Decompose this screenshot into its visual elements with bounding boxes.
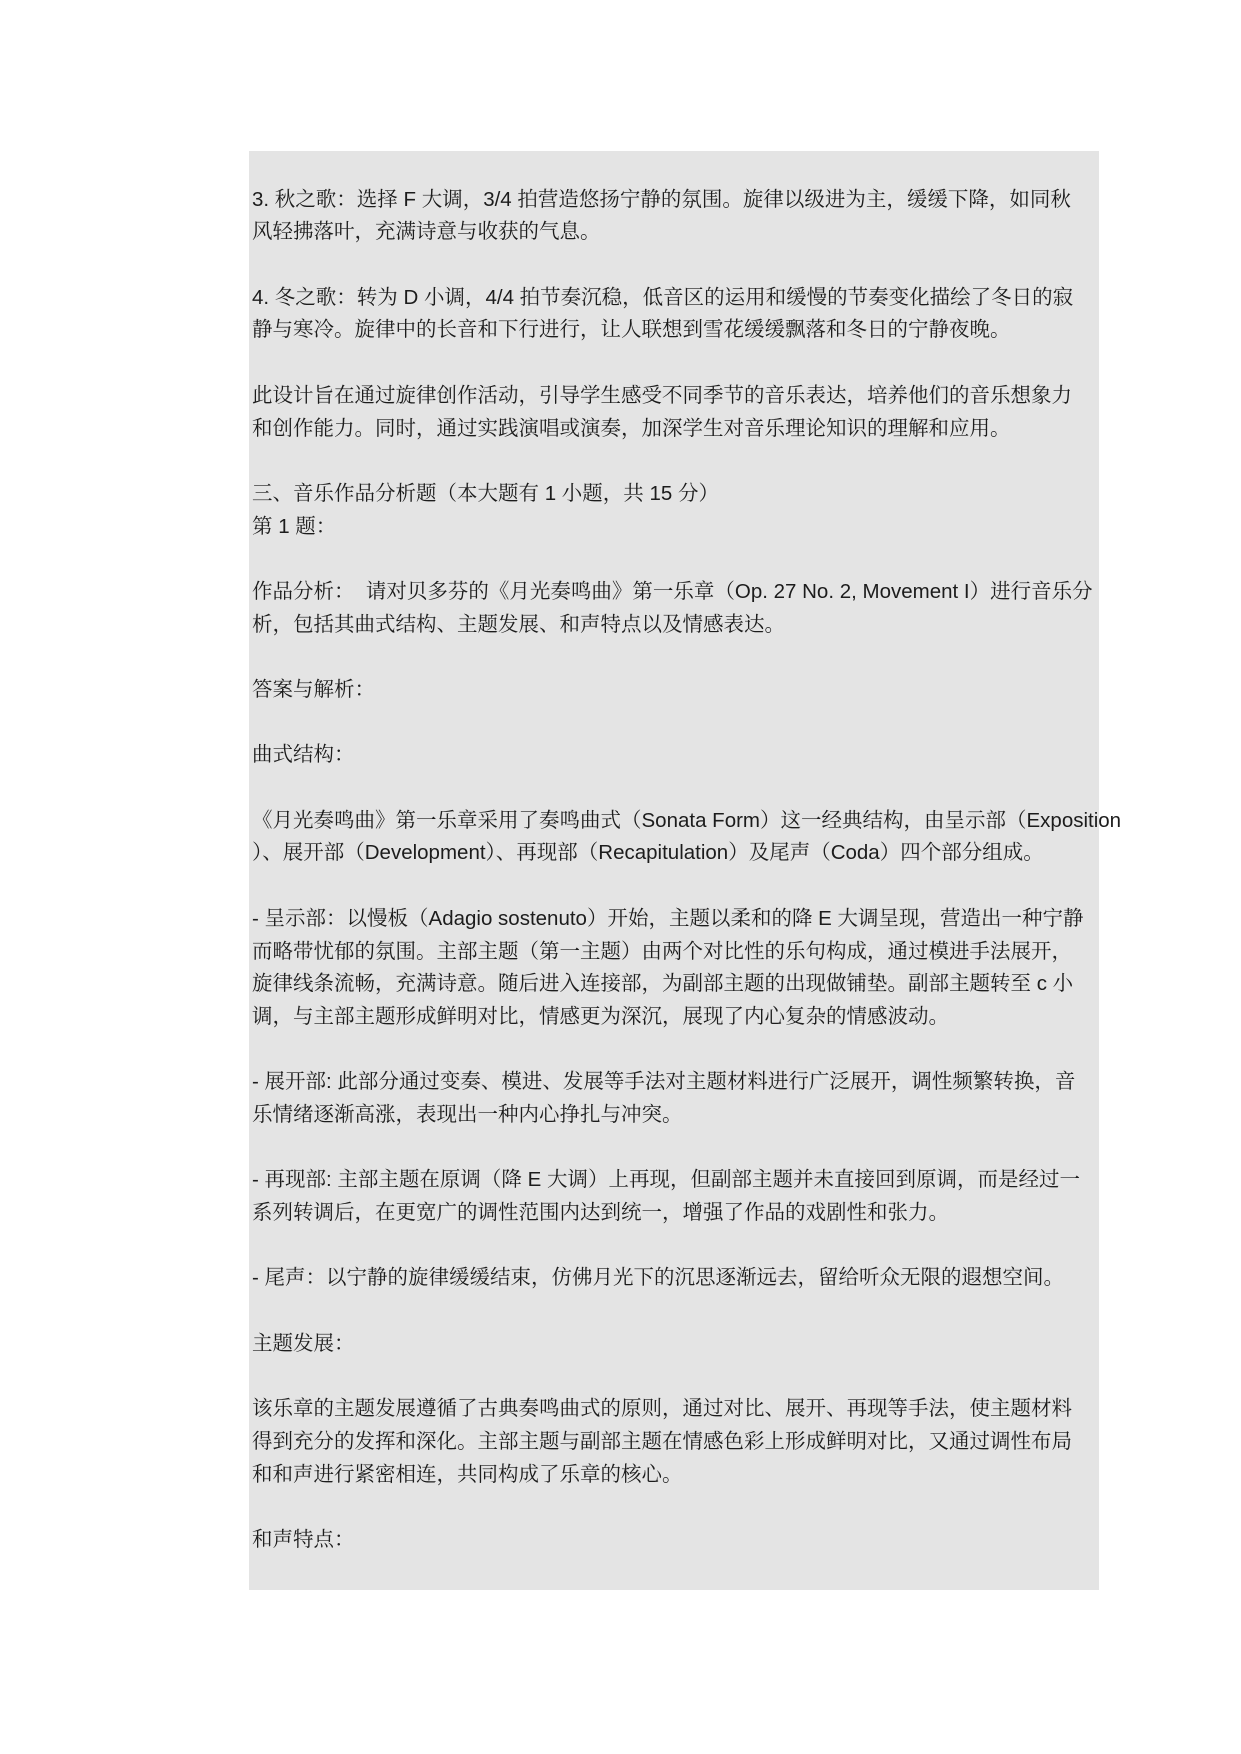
text-line: - 再现部: 主部主题在原调（降 E 大调）上再现，但副部主题并未直接回到原调，而是经过一 xyxy=(252,1168,1080,1192)
text-line: 析，包括其曲式结构、主题发展、和声特点以及情感表达。 xyxy=(252,612,785,636)
section-heading xyxy=(252,478,1091,543)
paragraph-sonata-form xyxy=(252,805,1122,870)
text-line: 此设计旨在通过旋律创作活动，引导学生感受不同季节的音乐表达，培养他们的音乐想象力 xyxy=(252,383,1072,407)
text-line: 调，与主部主题形成鲜明对比，情感更为深沉，展现了内心复杂的情感波动。 xyxy=(252,1004,949,1028)
text-line: - 呈示部：以慢板（Adagio sostenuto）开始，主题以柔和的降 E 大调呈现，营造出一种宁静 xyxy=(252,906,1084,930)
question-number: 第 1 题： xyxy=(252,514,337,538)
answer-heading xyxy=(252,674,1091,707)
highlighted-text-block xyxy=(249,151,1122,1590)
text-line: 而略带忧郁的氛围。主部主题（第一主题）由两个对比性的乐句构成，通过模进手法展开， xyxy=(252,939,1072,963)
text-line: 系列转调后，在更宽广的调性范围内达到统一，增强了作品的戏剧性和张力。 xyxy=(252,1201,949,1224)
text-line: 作品分析： 请对贝多芬的《月光奏鸣曲》第一乐章（Op. 27 No. 2, Movement I）进行音乐分 xyxy=(252,579,1093,603)
text-line: 静与寒冷。旋律中的长音和下行进行，让人联想到雪花缓缓飘落和冬日的宁静夜晚。 xyxy=(252,318,1011,342)
question-prompt xyxy=(252,576,1091,641)
text-line: 该乐章的主题发展遵循了古典奏鸣曲式的原则，通过对比、展开、再现等手法，使主题材料 xyxy=(252,1397,1072,1421)
text-line: 主题发展： xyxy=(252,1331,355,1355)
list-item-recapitulation xyxy=(252,1164,1091,1229)
text-line: 3. 秋之歌：选择 F 大调，3/4 拍营造悠扬宁静的氛围。旋律以级进为主，缓缓下降，如同秋 xyxy=(252,187,1071,211)
paragraph-autumn-song xyxy=(252,184,1091,249)
text-line: ）、展开部（Development）、再现部（Recapitulation）及尾声（Coda）四个部分组成。 xyxy=(252,841,1044,865)
section-title: 三、音乐作品分析题（本大题有 1 小题，共 15 分） xyxy=(252,481,719,505)
text-line: 乐情绪逐渐高涨，表现出一种内心挣扎与冲突。 xyxy=(252,1102,683,1126)
text-line: 和创作能力。同时，通过实践演唱或演奏，加深学生对音乐理论知识的理解和应用。 xyxy=(252,416,1011,440)
subheading-form-structure xyxy=(252,739,1091,772)
paragraph-theme-development xyxy=(252,1393,1091,1491)
text-line: - 展开部: 此部分通过变奏、模进、发展等手法对主题材料进行广泛展开，调性频繁转换，音 xyxy=(252,1070,1076,1094)
list-item-exposition xyxy=(252,903,1091,1034)
text-line: 得到充分的发挥和深化。主部主题与副部主题在情感色彩上形成鲜明对比，又通过调性布局 xyxy=(252,1429,1072,1453)
subheading-theme-development xyxy=(252,1328,1091,1361)
text-line: 《月光奏鸣曲》第一乐章采用了奏鸣曲式（Sonata Form）这一经典结构，由呈示部（Exposition xyxy=(252,808,1122,832)
text-line: 和和声进行紧密相连，共同构成了乐章的核心。 xyxy=(252,1462,683,1486)
text-line: 和声特点： xyxy=(252,1527,355,1551)
paragraph-design-purpose xyxy=(252,380,1091,445)
list-item-coda xyxy=(252,1262,1091,1295)
paragraph-winter-song xyxy=(252,282,1091,347)
text-line: 答案与解析： xyxy=(252,678,375,701)
text-line: - 尾声：以宁静的旋律缓缓结束，仿佛月光下的沉思逐渐远去，留给听众无限的遐想空间。 xyxy=(252,1266,1065,1290)
text-line: 旋律线条流畅，充满诗意。随后进入连接部，为副部主题的出现做铺垫。副部主题转至 c 小 xyxy=(252,972,1074,996)
text-line: 4. 冬之歌：转为 D 小调，4/4 拍节奏沉稳，低音区的运用和缓慢的节奏变化描绘了冬日的寂 xyxy=(252,285,1074,309)
text-line: 风轻拂落叶，充满诗意与收获的气息。 xyxy=(252,220,601,244)
list-item-development xyxy=(252,1066,1091,1131)
text-line: 曲式结构： xyxy=(252,743,355,767)
subheading-harmony xyxy=(252,1524,1091,1557)
